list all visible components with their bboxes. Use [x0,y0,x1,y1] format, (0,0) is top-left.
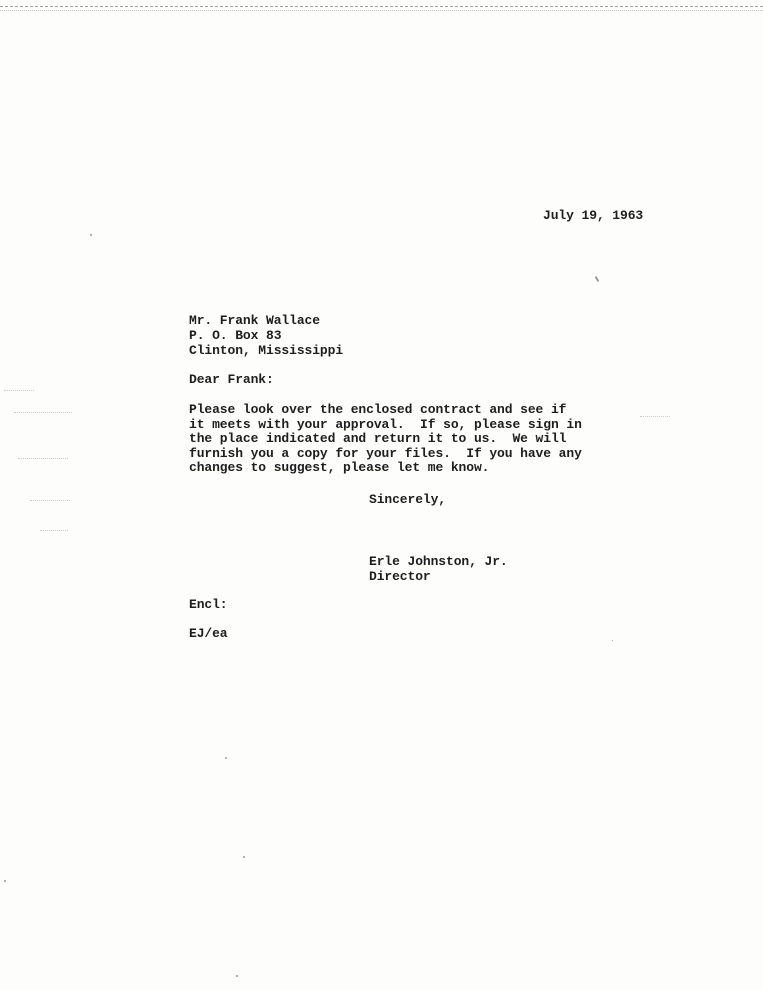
scan-speck [236,975,238,977]
enclosure-notation: Encl: [189,597,228,612]
scan-smudge [640,416,670,417]
scan-smudge [40,530,68,531]
recipient-address-block [189,313,343,358]
signature-block [369,554,508,584]
recipient-name: Mr. Frank Wallace [189,313,320,328]
letter-date: July 19, 1963 [543,208,644,223]
reference-initials: EJ/ea [189,626,228,641]
scan-smudge [14,412,72,413]
scan-speck [90,234,92,236]
scan-speck [595,276,600,282]
body-line: Please look over the enclosed contract and see if [189,402,567,417]
body-line: it meets with your approval. If so, please sign in [189,416,582,432]
scan-smudge [30,500,70,501]
scanned-page-top-edge [0,6,763,11]
recipient-address-line1: P. O. Box 83 [189,328,282,343]
body-line: changes to suggest, please let me know. [189,460,490,475]
signer-name: Erle Johnston, Jr. [369,554,508,569]
scan-speck [612,640,613,641]
scan-speck [243,856,245,858]
scan-speck [225,757,227,759]
signer-title: Director [369,569,431,584]
scan-speck [4,880,6,882]
body-line: the place indicated and return it to us. We will [189,431,567,446]
complimentary-close: Sincerely, [369,492,447,507]
recipient-address-line2: Clinton, Mississippi [189,343,344,358]
scan-smudge [18,458,68,459]
salutation: Dear Frank: [189,372,274,387]
scan-smudge [4,390,34,391]
letter-body [189,403,582,476]
body-line: furnish you a copy for your files. If you have any [189,445,582,461]
